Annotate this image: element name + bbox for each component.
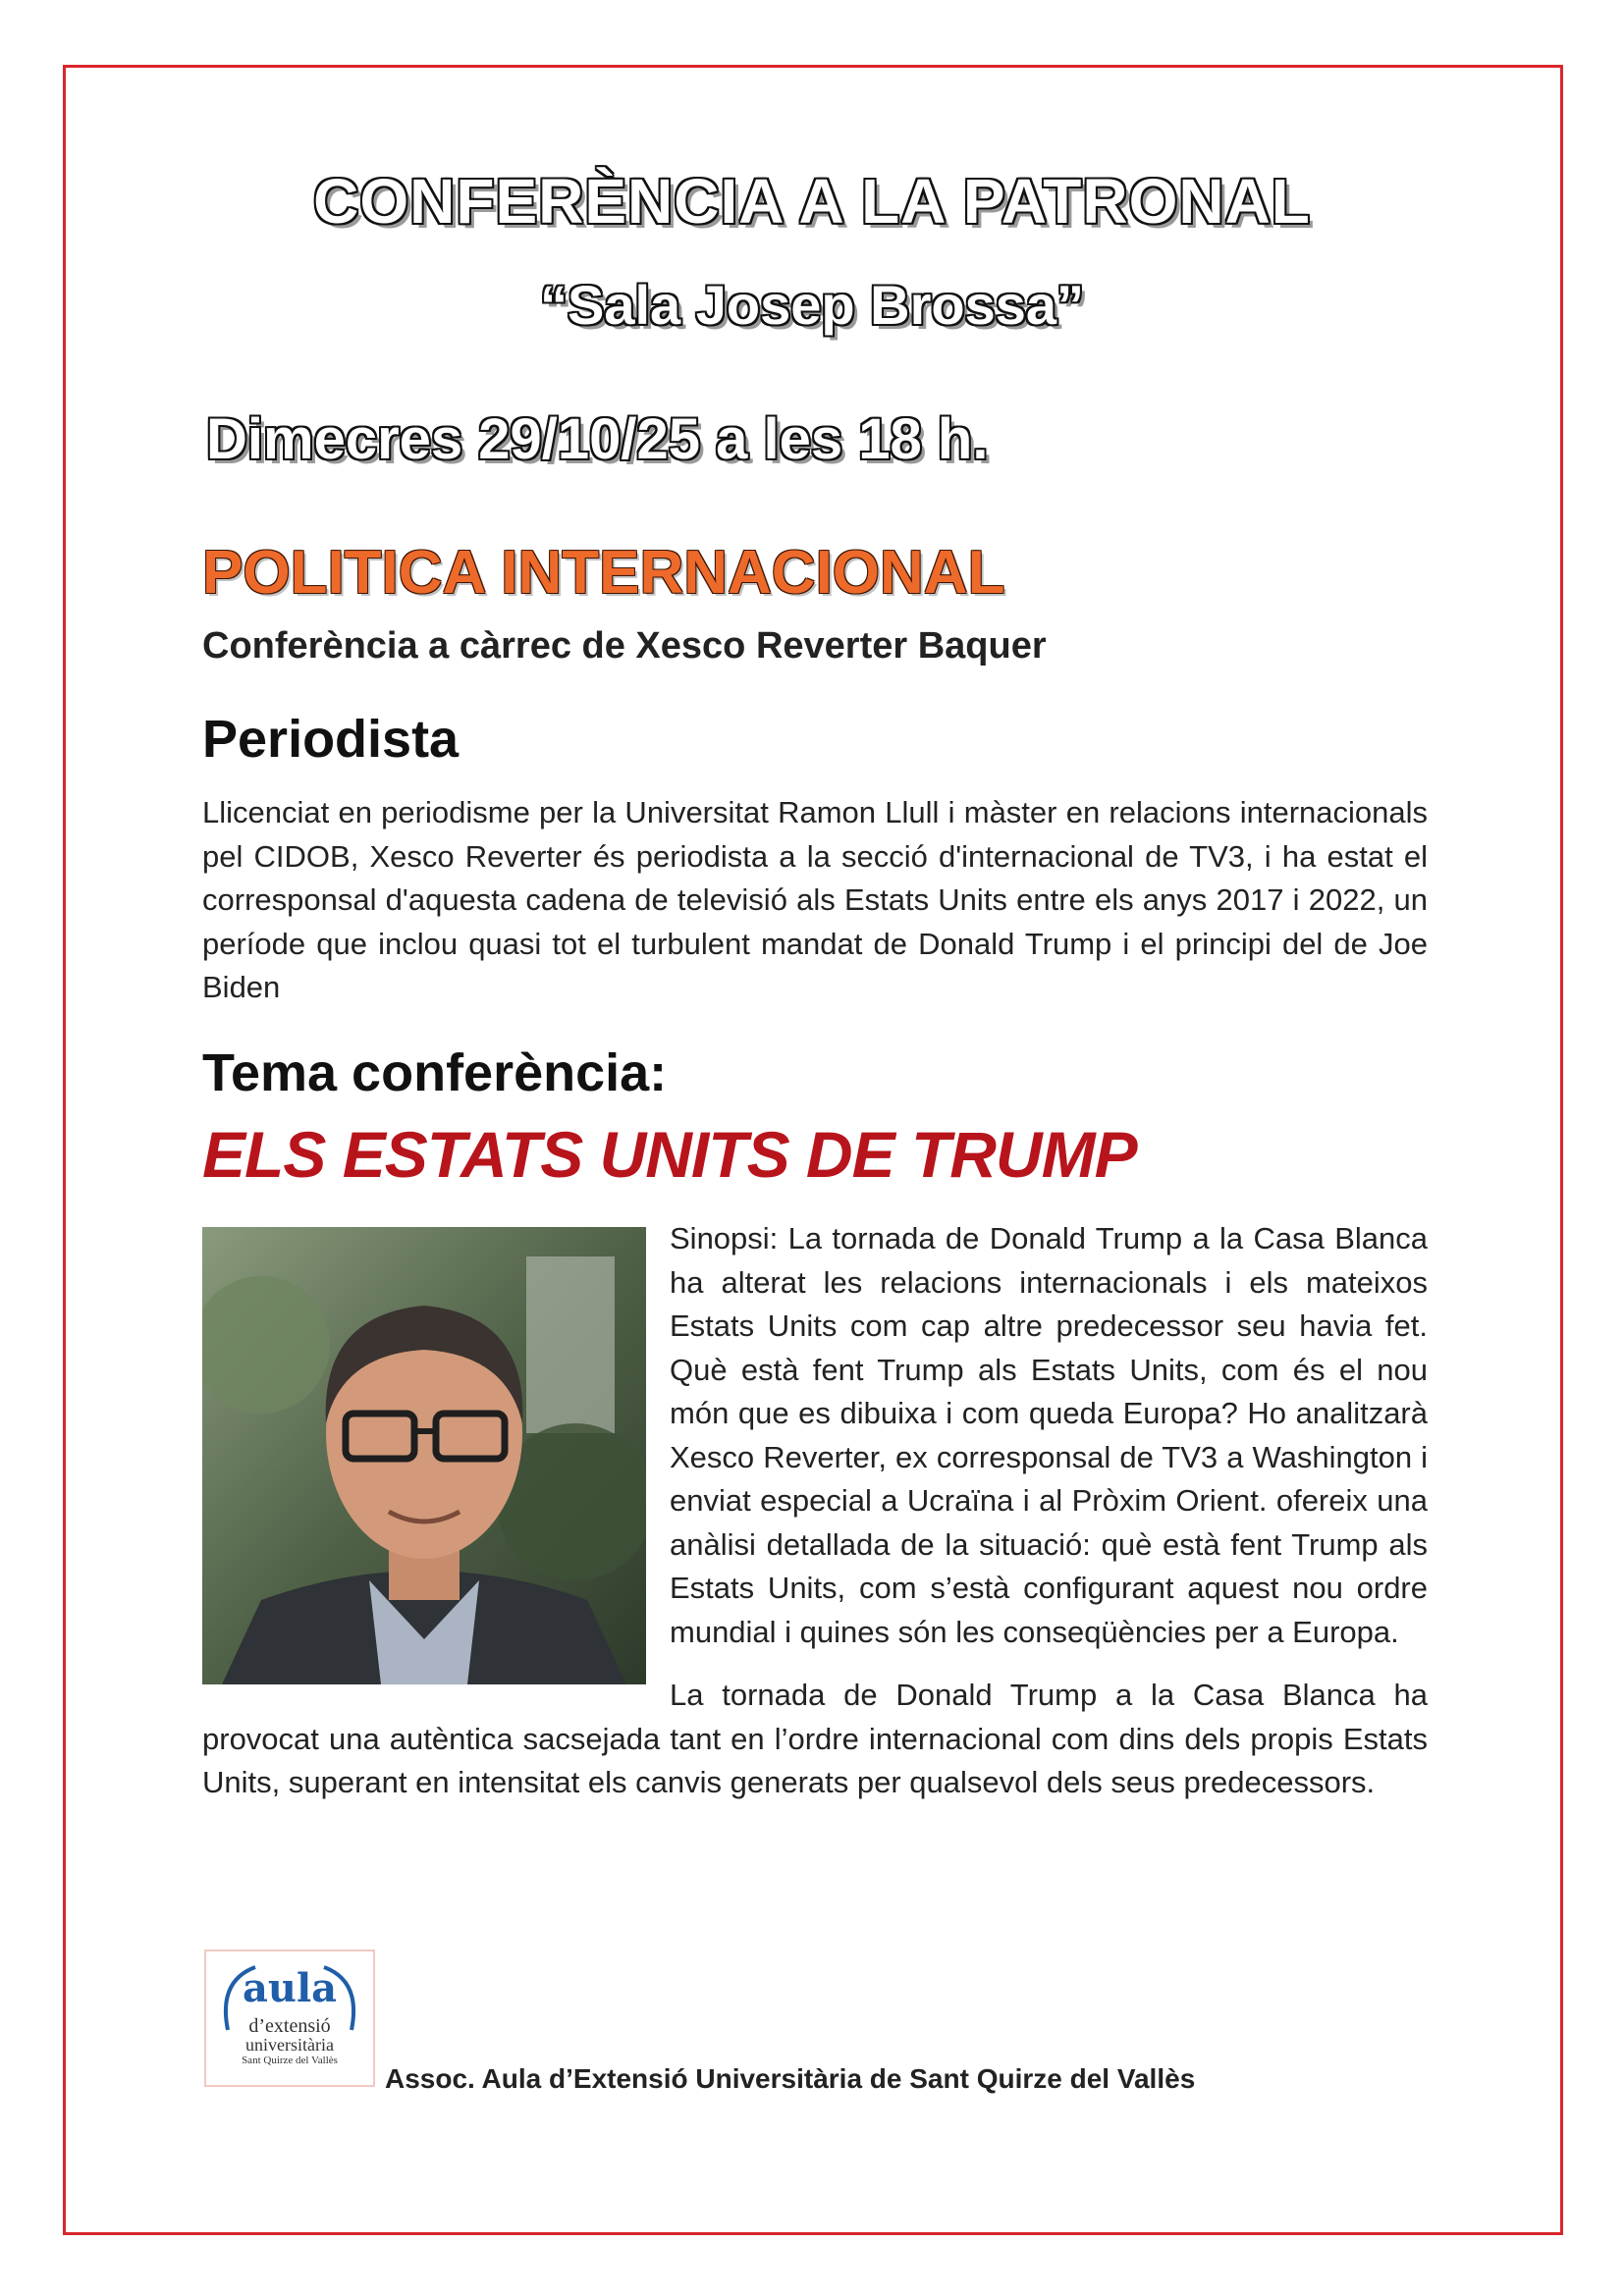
synopsis [202, 1217, 1428, 1805]
bio-text: Llicenciat en periodisme per la Universitat Ramon Llull i màster en relacions internacionals pel CIDOB, Xesco Reverter és periodista a la secció d'internacional de TV3, i ha estat el corresponsal d'aquesta cadena de televisió als Estats Units entre els anys 2017 i 2022, un període que inclou quasi tot el turbulent mandat de Donald Trump i el principi del de Joe Biden [202, 795, 1428, 1004]
synopsis-paragraph-1: Sinopsi: La tornada de Donald Trump a la Casa Blanca ha alterat les relacions internacionals i els mateixos Estats Units com cap altre predecessor seu havia fet. Què està fent Trump als Estats Units, com és el nou món que es dibuixa i com queda Europa? Ho analitzarà Xesco Reverter, ex corresponsal de TV3 a Washington i enviat especial a Ucraïna i al Pròxim Orient. ofereix una anàlisi detallada de la situació: què està fent Trump als Estats Units, com s’està configurant aquest nou ordre mundial i quines són les conseqüències per a Europa. [670, 1221, 1428, 1649]
page-title: CONFERÈNCIA A LA PATRONAL [313, 166, 1311, 237]
bio-heading: Periodista [202, 710, 460, 769]
logo-line-1: d’extensió [248, 2015, 331, 2037]
organization-footer: Assoc. Aula d’Extensió Universitària de Sant Quirze del Vallès [385, 2063, 1196, 2094]
topic-heading: POLITICA INTERNACIONAL [202, 539, 1005, 607]
event-date: Dimecres 29/10/25 a les 18 h. [206, 407, 989, 471]
logo-word: aula [242, 1965, 338, 2011]
speaker-line: Conferència a càrrec de Xesco Reverter Baquer [202, 625, 1047, 667]
aula-logo [204, 1949, 375, 2087]
logo-line-2: universitària [245, 2035, 334, 2055]
logo-line-3: Sant Quirze del Vallès [242, 2055, 338, 2066]
speaker-photo [202, 1227, 646, 1684]
talk-title: ELS ESTATS UNITS DE TRUMP [202, 1118, 1137, 1191]
talk-heading: Tema conferència: [202, 1043, 668, 1102]
speaker-portrait [202, 1227, 646, 1684]
synopsis-paragraph-2: La tornada de Donald Trump a la Casa Blanca ha provocat una autèntica sacsejada tant en l’ordre internacional com dins dels propis Estats Units, superant en intensitat els canvis generats per qualsevol dels seus predecessors. [202, 1678, 1428, 1799]
venue-subtitle: “Sala Josep Brossa” [539, 274, 1085, 336]
